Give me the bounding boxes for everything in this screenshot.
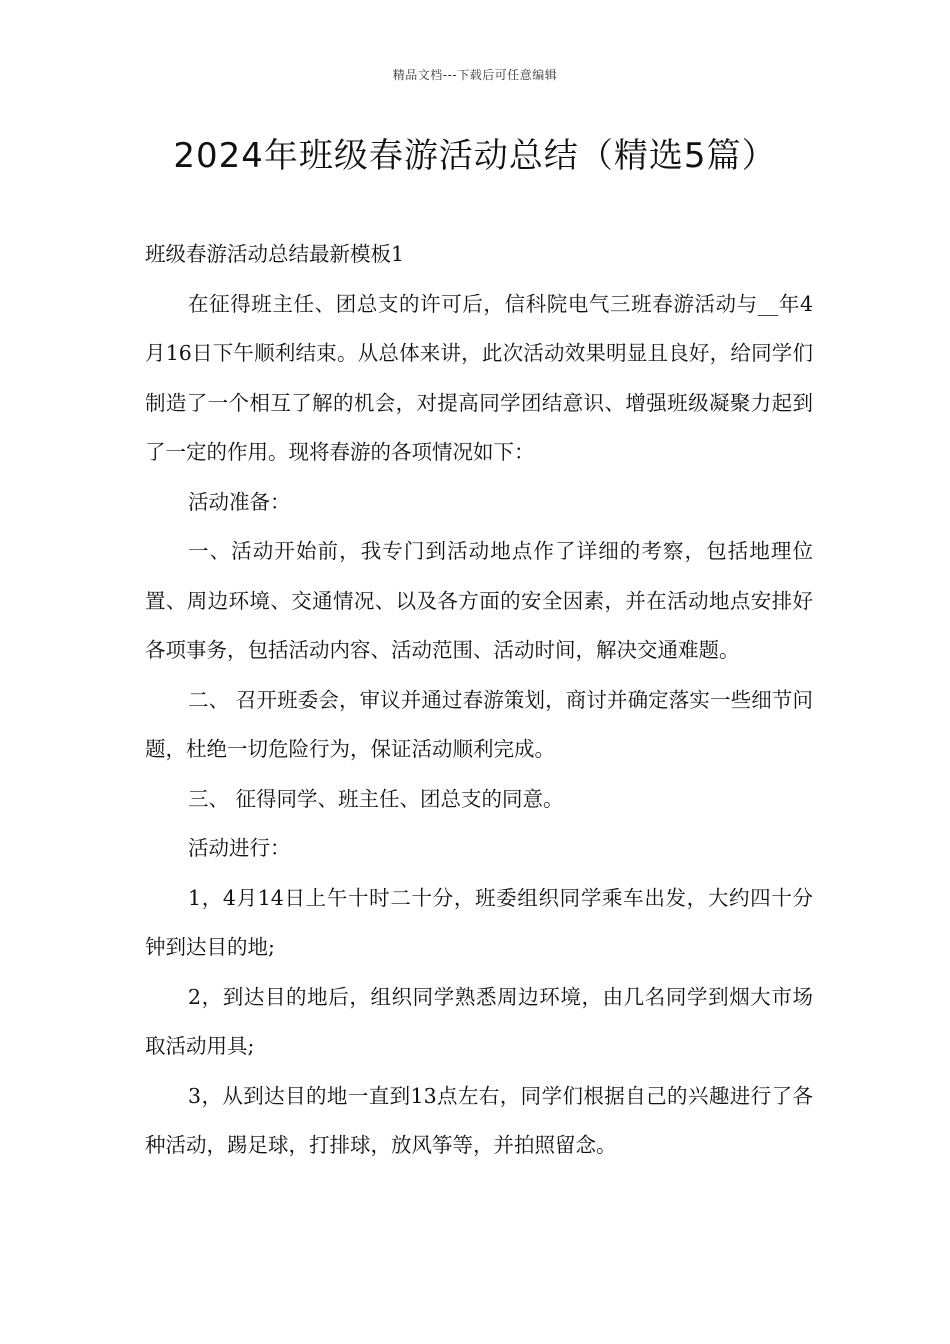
paragraph-progress-3: 3，从到达目的地一直到13点左右，同学们根据自己的兴趣进行了各种活动，踢足球，打排球，放风筝等，并拍照留念。 bbox=[145, 1083, 813, 1157]
section-heading: 班级春游活动总结最新模板1 bbox=[145, 242, 405, 266]
paragraph-prep-2: 二、 召开班委会，审议并通过春游策划，商讨并确定落实一些细节问题，杜绝一切危险行为，保证活动顺利完成。 bbox=[145, 687, 813, 761]
document-title: 2024年班级春游活动总结（精选5篇） bbox=[173, 136, 777, 176]
paragraph-intro: 在征得班主任、团总支的许可后，信科院电气三班春游活动与__年4月16日下午顺利结束。从总体来讲，此次活动效果明显且良好，给同学们制造了一个相互了解的机会，对提高同学团结意识、增强班级凝聚力起到了一定的作用。现将春游的各项情况如下： bbox=[145, 291, 813, 464]
paragraph-progress-2: 2，到达目的地后，组织同学熟悉周边环境，由几名同学到烟大市场取活动用具; bbox=[145, 984, 813, 1058]
paragraph-progress-1: 1，4月14日上午十时二十分，班委组织同学乘车出发，大约四十分钟到达目的地; bbox=[145, 885, 813, 959]
paragraph-prep-heading: 活动准备： bbox=[188, 489, 291, 514]
paragraph-prep-3: 三、 征得同学、班主任、团总支的同意。 bbox=[188, 786, 564, 811]
header-note: 精品文档---下载后可任意编辑 bbox=[392, 68, 558, 82]
document-body bbox=[145, 230, 813, 1171]
paragraph-progress-heading: 活动进行： bbox=[188, 836, 291, 860]
paragraph-prep-1: 一、活动开始前，我专门到活动地点作了详细的考察，包括地理位置、周边环境、交通情况、以及各方面的安全因素，并在活动地点安排好各项事务，包括活动内容、活动范围、活动时间，解决交通难题。 bbox=[145, 539, 813, 662]
